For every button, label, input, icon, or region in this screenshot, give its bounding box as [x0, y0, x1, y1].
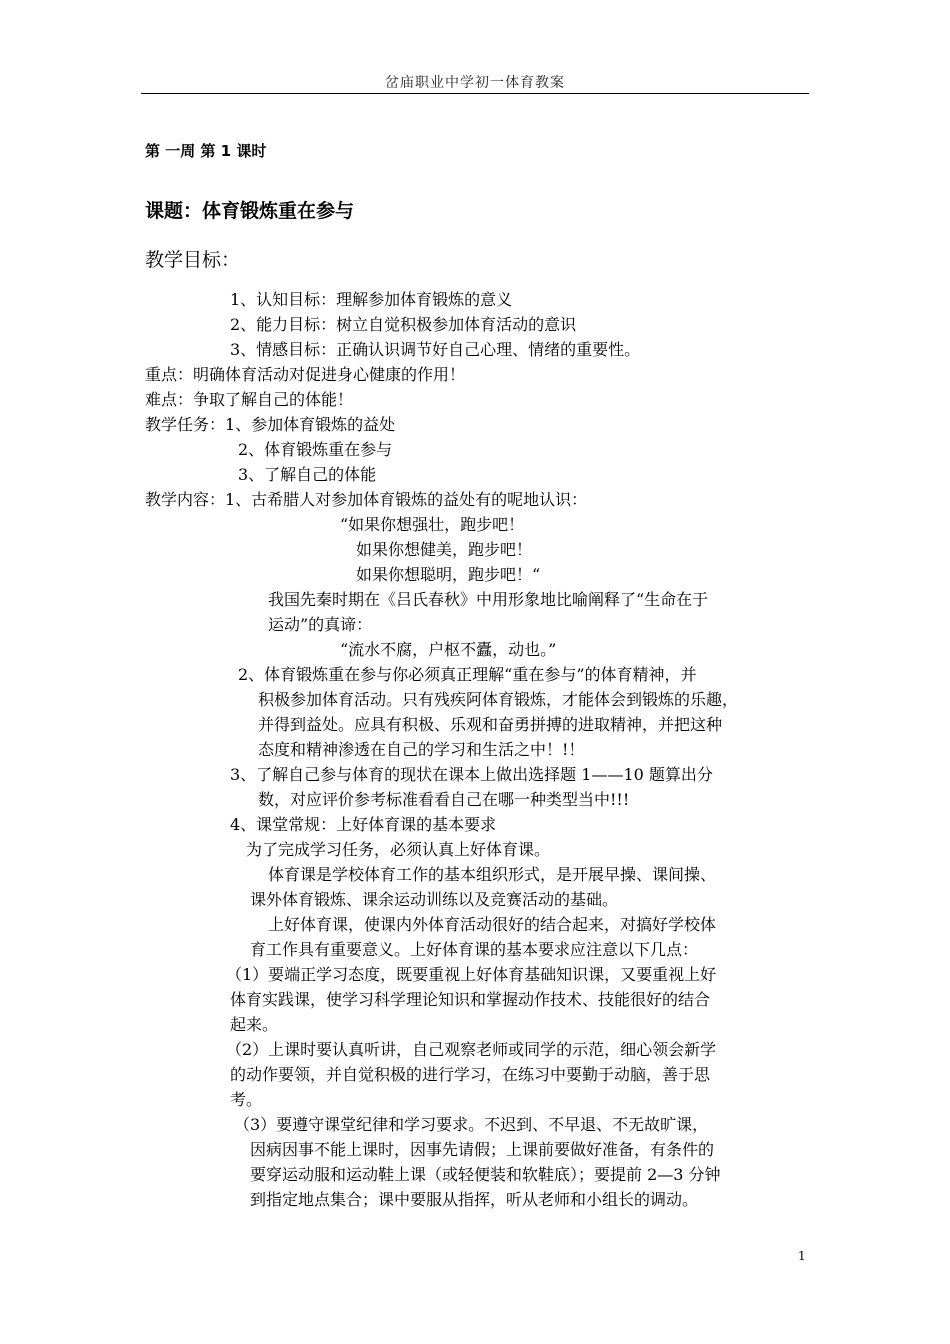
- body-line: 4、课堂常规：上好体育课的基本要求: [230, 815, 497, 834]
- page-header: 岔庙职业中学初一体育教案: [385, 75, 565, 91]
- body-line: 起来。: [230, 1015, 279, 1034]
- body-line: 如果你想聪明，跑步吧！“: [356, 565, 541, 584]
- body-line: 3、了解自己参与体育的现状在课本上做出选择题 1——10 题算出分: [230, 765, 713, 784]
- body-line: 因病因事不能上课时，因事先请假；上课前要做好准备，有条件的: [250, 1140, 715, 1159]
- body-line: 1、认知目标：理解参加体育锻炼的意义: [230, 290, 513, 309]
- body-line: （2）上课时要认真听讲，自己观察老师或同学的示范，细心领会新学: [226, 1040, 717, 1059]
- body-line: 2、体育锻炼重在参与你必须真正理解“重在参与”的体育精神，并: [238, 665, 697, 684]
- body-line: 2、体育锻炼重在参与: [238, 440, 393, 459]
- body-line: 3、了解自己的体能: [238, 465, 377, 484]
- page-number: 1: [798, 1249, 806, 1263]
- body-line: 积极参加体育活动。只有残疾阿体育锻炼，才能体会到锻炼的乐趣，: [258, 690, 739, 709]
- body-line: 2、能力目标：树立自觉积极参加体育活动的意识: [230, 315, 577, 334]
- body-line: 上好体育课，使课内外体育活动很好的结合起来，对搞好学校体: [268, 915, 717, 934]
- body-line: 考。: [230, 1090, 263, 1109]
- body-line: （1）要端正学习态度，既要重视上好体育基础知识课，又要重视上好: [226, 965, 717, 984]
- goals-heading: 教学目标：: [145, 249, 241, 271]
- body-line: 3、情感目标：正确认识调节好自己心理、情绪的重要性。: [230, 340, 641, 359]
- header-rule: [141, 93, 809, 94]
- body-line: 如果你想健美，跑步吧！: [356, 540, 533, 559]
- body-line: 育工作具有重要意义。上好体育课的基本要求应注意以下几点：: [250, 940, 699, 959]
- body-line: 教学任务：1、参加体育锻炼的益处: [145, 415, 396, 434]
- body-line: （3）要遵守课堂纪律和学习要求。不迟到、不早退、不无故旷课，: [234, 1115, 709, 1134]
- body-line: 的动作要领，并自觉积极的进行学习，在练习中要勤于动脑，善于思: [230, 1065, 711, 1084]
- body-line: 难点：争取了解自己的体能！: [145, 390, 354, 409]
- body-line: 教学内容：1、古希腊人对参加体育锻炼的益处有的呢地认识：: [145, 490, 588, 509]
- body-line: 态度和精神渗透在自己的学习和生活之中！!！: [258, 740, 585, 759]
- body-line: 体育课是学校体育工作的基本组织形式，是开展早操、课间操、: [268, 865, 717, 884]
- body-line: 体育实践课，使学习科学理论知识和掌握动作技术、技能很好的结合: [230, 990, 711, 1009]
- body-line: 到指定地点集合；课中要服从指挥，听从老师和小组长的调动。: [250, 1190, 699, 1209]
- week-label: 第 一周 第 1 课时: [145, 142, 267, 160]
- body-line: 要穿运动服和运动鞋上课（或轻便装和软鞋底）；要提前 2—3 分钟: [250, 1165, 721, 1184]
- body-line: 重点：明确体育活动对促进身心健康的作用！: [145, 365, 466, 384]
- body-line: 运动”的真谛：: [268, 615, 373, 634]
- body-line: “流水不腐，户枢不蠹，动也。”: [340, 640, 557, 659]
- body-line: 数，对应评价参考标准看看自己在哪一种类型当中!!!: [258, 790, 630, 809]
- lesson-title: 课题：体育锻炼重在参与: [145, 200, 355, 222]
- body-line: 我国先秦时期在《吕氏春秋》中用形象地比喻阐释了“生命在于: [268, 590, 709, 609]
- body-line: 并得到益处。应具有积极、乐观和奋勇拼搏的进取精神，并把这种: [258, 715, 723, 734]
- body-line: 为了完成学习任务，必须认真上好体育课。: [246, 840, 551, 859]
- body-line: “如果你想强壮，跑步吧！: [340, 515, 525, 534]
- body-line: 课外体育锻炼、课余运动训练以及竞赛活动的基础。: [250, 890, 619, 909]
